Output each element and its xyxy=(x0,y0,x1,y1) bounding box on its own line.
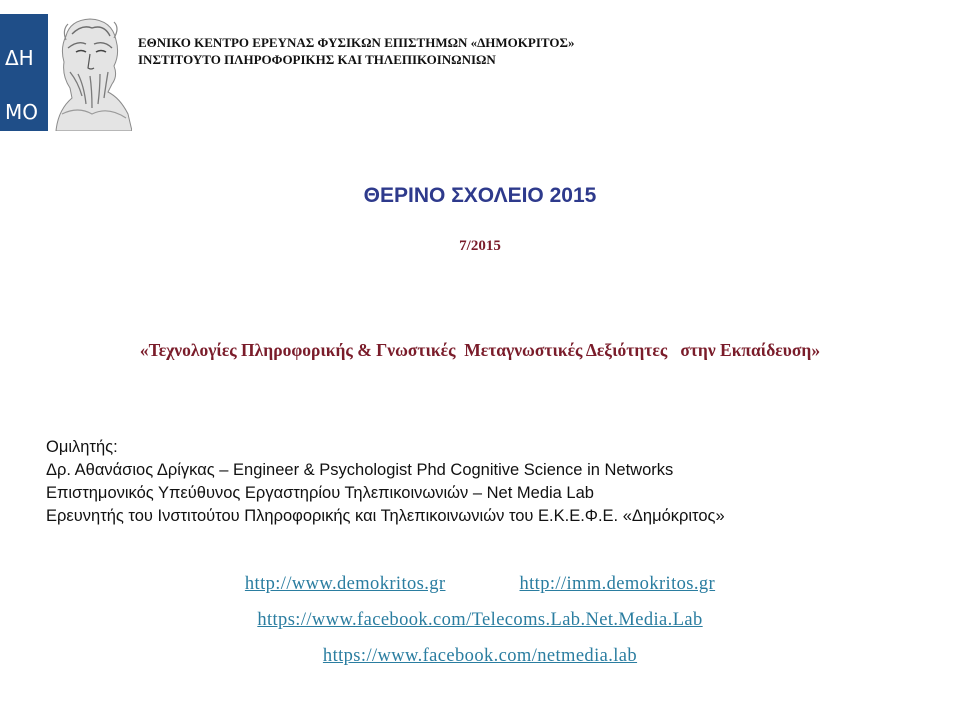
header-line-institute: ΕΘΝΙΚΟ ΚΕΝΤΡΟ ΕΡΕΥΝΑΣ ΦΥΣΙΚΩΝ ΕΠΙΣΤΗΜΩΝ «ΔΗΜΟΚΡΙΤΟΣ» xyxy=(138,35,575,50)
page-title: ΘΕΡΙΝΟ ΣΧΟΛΕΙΟ 2015 xyxy=(363,184,597,207)
institution-header xyxy=(138,34,574,68)
links-row-facebook-lab xyxy=(0,608,960,644)
links-row-websites xyxy=(0,572,960,608)
speaker-label: Ομιλητής: xyxy=(46,438,118,456)
links-block xyxy=(0,572,960,680)
speaker-block xyxy=(46,436,725,528)
democritus-bust-image xyxy=(48,14,132,131)
logo-line-4: ΤΟΣ xyxy=(5,208,46,232)
link-imm-demokritos[interactable]: http://imm.demokritos.gr xyxy=(519,574,716,594)
speaker-affiliation-line: Ερευνητής του Ινστιτούτου Πληροφορικής και Τηλεπικοινωνιών του Ε.Κ.Ε.Φ.Ε. «Δημόκριτος» xyxy=(46,507,725,525)
demokritos-logo xyxy=(0,14,48,232)
event-date: 7/2015 xyxy=(459,238,501,254)
header-line-department: ΙΝΣΤΙΤΟΥΤΟ ΠΛΗΡΟΦΟΡΙΚΗΣ ΚΑΙ ΤΗΛΕΠΙΚΟΙΝΩΝΙΩΝ xyxy=(138,52,496,67)
link-facebook-netmedia[interactable]: https://www.facebook.com/netmedia.lab xyxy=(322,646,638,666)
speaker-role-line: Επιστημονικός Υπεύθυνος Εργαστηρίου Τηλεπικοινωνιών – Net Media Lab xyxy=(46,484,594,502)
link-demokritos[interactable]: http://www.demokritos.gr xyxy=(244,574,446,594)
links-row-facebook-netmedia xyxy=(0,644,960,680)
link-facebook-telecoms-lab[interactable]: https://www.facebook.com/Telecoms.Lab.Net.Media.Lab xyxy=(257,610,703,630)
logo-line-2: ΜΟ xyxy=(5,100,38,124)
logo-line-3: ΚΡΙ xyxy=(5,154,37,178)
lecture-topic: «Τεχνολογίες Πληροφορικής & Γνωστικές Μεταγνωστικές Δεξιότητες στην Εκπαίδευση» xyxy=(139,340,821,360)
speaker-name-line: Δρ. Αθανάσιος Δρίγκας – Engineer & Psychologist Phd Cognitive Science in Networks xyxy=(46,461,674,479)
logo-line-1: ΔΗ xyxy=(5,46,34,70)
